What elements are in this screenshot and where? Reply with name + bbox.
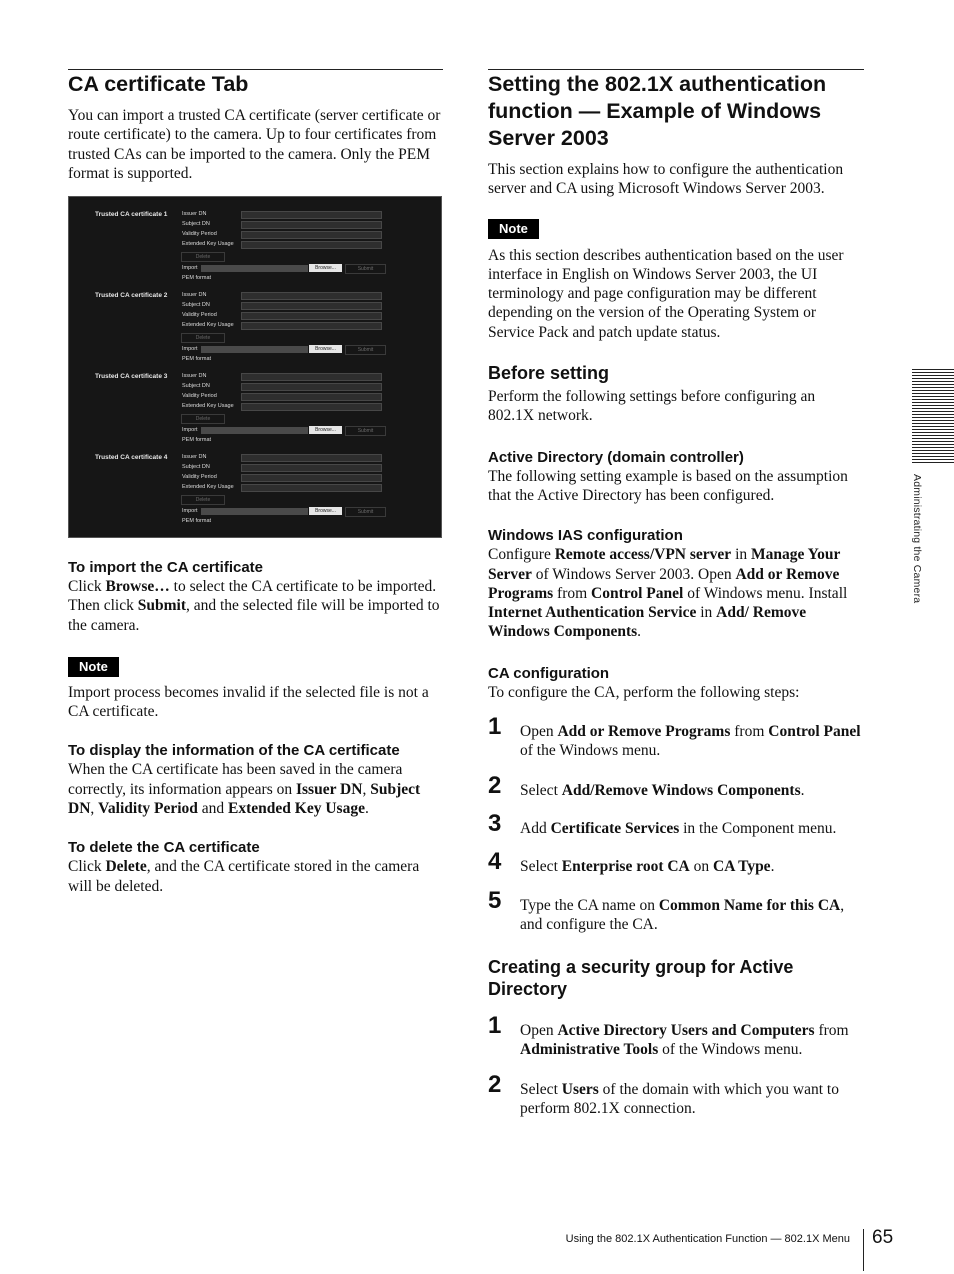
footer-text: Using the 802.1X Authentication Function — 802.1X Menu	[565, 1233, 850, 1245]
issuer-dn-field	[241, 454, 382, 462]
subject-dn-label: Subject DN	[182, 464, 210, 470]
step-number: 5	[488, 886, 502, 914]
issuer-dn-label: Issuer DN	[182, 454, 207, 460]
active-directory-text: The following setting example is based on the assumption that the Active Directory has been configured.	[488, 467, 848, 504]
subject-dn-field	[241, 221, 382, 229]
validity-period-field	[241, 393, 382, 401]
ca-step-2: 2 Select Add/Remove Windows Components.	[488, 771, 805, 799]
extended-key-usage-label: Extended Key Usage	[182, 484, 234, 490]
note-label: Note	[68, 657, 119, 677]
browse-button[interactable]: Browse...	[309, 507, 342, 515]
issuer-dn-label: Issuer DN	[182, 373, 207, 379]
pem-format-label: PEM format	[182, 275, 212, 281]
active-directory-heading: Active Directory (domain controller)	[488, 448, 744, 466]
validity-period-label: Validity Period	[182, 474, 217, 480]
section-title-8021x: Setting the 802.1X authentication function — Example of Windows Server 2003	[488, 72, 827, 150]
delete-button[interactable]: Delete	[181, 252, 225, 262]
display-heading: To display the information of the CA certificate	[68, 742, 400, 760]
trusted-ca-certificate-4	[69, 440, 441, 524]
import-label: Import	[182, 427, 198, 433]
trusted-ca-certificate-1	[69, 197, 441, 281]
issuer-dn-field	[241, 373, 382, 381]
left-column	[68, 69, 443, 183]
before-setting-heading: Before setting	[488, 363, 610, 384]
side-tab-label: Administrating the Camera	[911, 474, 923, 604]
issuer-dn-field	[241, 292, 382, 300]
validity-period-label: Validity Period	[182, 231, 217, 237]
subject-dn-field	[241, 383, 382, 391]
trusted-ca-certificate-2	[69, 278, 441, 362]
cert-title: Trusted CA certificate 4	[95, 454, 168, 461]
validity-period-field	[241, 474, 382, 482]
step-number: 1	[488, 1012, 502, 1040]
side-tab	[908, 474, 928, 624]
section-title-ca-certificate-tab: CA certificate Tab	[68, 72, 249, 96]
delete-button[interactable]: Delete	[181, 414, 225, 424]
trusted-ca-certificate-3	[69, 359, 441, 443]
extended-key-usage-label: Extended Key Usage	[182, 241, 234, 247]
validity-period-field	[241, 312, 382, 320]
ca-step-3: 3 Add Certificate Services in the Component menu.	[488, 809, 837, 837]
import-file-field[interactable]	[201, 427, 308, 434]
ca-step-5: 5 Type the CA name on Common Name for this CA, and configure the CA.	[488, 886, 845, 933]
extended-key-usage-label: Extended Key Usage	[182, 322, 234, 328]
intro-paragraph: This section explains how to configure the authentication server and CA using Microsoft Windows Server 2003.	[488, 161, 844, 198]
submit-button[interactable]: Submit	[345, 345, 386, 355]
import-label: Import	[182, 346, 198, 352]
sg-step-1: 1 Open Active Directory Users and Computers from Administrative Tools of the Windows menu.	[488, 1012, 849, 1059]
windows-ias-heading: Windows IAS configuration	[488, 527, 683, 545]
delete-button[interactable]: Delete	[181, 495, 225, 505]
cert-title: Trusted CA certificate 3	[95, 373, 168, 380]
import-file-field[interactable]	[201, 265, 308, 272]
side-tab-stripes	[912, 369, 954, 463]
submit-button[interactable]: Submit	[345, 426, 386, 436]
right-column	[488, 69, 864, 1118]
windows-ias-text: Configure Remote access/VPN server in Manage Your Server of Windows Server 2003. Open Add or Remove Programs from Control Panel of Windows menu. Install Internet Authentication Service in Add/ Remove Windows Components.	[488, 546, 848, 641]
ca-certificate-screenshot	[68, 196, 442, 538]
issuer-dn-label: Issuer DN	[182, 211, 207, 217]
import-paragraph-2: Then click Submit, and the selected file will be imported to the camera.	[68, 597, 440, 634]
browse-button[interactable]: Browse...	[309, 426, 342, 434]
step-number: 2	[488, 771, 502, 799]
display-paragraph: When the CA certificate has been saved in the camera correctly, its information appears on Issuer DN, Subject DN, Validity Period and Extended Key Usage.	[68, 761, 421, 818]
note-text: As this section describes authentication based on the user interface in English on Windows Server 2003, the UI terminology and page configuration may be different depending on the version of the Operating System or Service Pack and patch update status.	[488, 246, 844, 341]
delete-button[interactable]: Delete	[181, 333, 225, 343]
pem-format-label: PEM format	[182, 518, 212, 524]
step-number: 2	[488, 1070, 502, 1098]
import-label: Import	[182, 508, 198, 514]
step-number: 1	[488, 713, 502, 741]
sg-step-2: 2 Select Users of the domain with which you want to perform 802.1X connection.	[488, 1070, 839, 1118]
footer-divider	[863, 1229, 864, 1271]
subject-dn-label: Subject DN	[182, 221, 210, 227]
delete-heading: To delete the CA certificate	[68, 839, 260, 857]
ca-configuration-heading: CA configuration	[488, 664, 610, 682]
cert-title: Trusted CA certificate 2	[95, 292, 168, 299]
subject-dn-label: Subject DN	[182, 302, 210, 308]
validity-period-label: Validity Period	[182, 393, 217, 399]
import-label: Import	[182, 265, 198, 271]
validity-period-label: Validity Period	[182, 312, 217, 318]
left-column-lower	[68, 558, 443, 896]
browse-button[interactable]: Browse...	[309, 345, 342, 353]
before-setting-text: Perform the following settings before configuring an 802.1X network.	[488, 388, 816, 425]
submit-button[interactable]: Submit	[345, 507, 386, 517]
extended-key-usage-field	[241, 322, 382, 330]
pem-format-label: PEM format	[182, 437, 212, 443]
note-label: Note	[488, 219, 539, 239]
ca-configuration-text: To configure the CA, perform the following steps:	[488, 683, 800, 701]
import-paragraph-1: Click Browse… to select the CA certificate to be imported.	[68, 578, 437, 595]
pem-format-label: PEM format	[182, 356, 212, 362]
ca-step-4: 4 Select Enterprise root CA on CA Type.	[488, 848, 775, 876]
security-group-heading: Creating a security group for Active Directory	[488, 957, 794, 1000]
extended-key-usage-label: Extended Key Usage	[182, 403, 234, 409]
issuer-dn-label: Issuer DN	[182, 292, 207, 298]
step-number: 4	[488, 848, 502, 876]
import-file-field[interactable]	[201, 346, 308, 353]
extended-key-usage-field	[241, 484, 382, 492]
subject-dn-label: Subject DN	[182, 383, 210, 389]
browse-button[interactable]: Browse...	[309, 264, 342, 272]
validity-period-field	[241, 231, 382, 239]
import-heading: To import the CA certificate	[68, 559, 264, 576]
cert-title: Trusted CA certificate 1	[95, 211, 168, 218]
delete-paragraph: Click Delete, and the CA certificate stored in the camera will be deleted.	[68, 858, 420, 895]
intro-paragraph: You can import a trusted CA certificate (server certificate or route certificate) to the camera. Up to four certificates from trusted CAs can be imported to the camera. Only the PEM format is supported.	[68, 107, 441, 182]
step-number: 3	[488, 809, 502, 837]
subject-dn-field	[241, 302, 382, 310]
issuer-dn-field	[241, 211, 382, 219]
note-text: Import process becomes invalid if the selected file is not a CA certificate.	[68, 683, 429, 721]
import-file-field[interactable]	[201, 508, 308, 515]
page-number: 65	[872, 1227, 894, 1248]
ca-step-1: 1 Open Add or Remove Programs from Control Panel of the Windows menu.	[488, 713, 861, 760]
extended-key-usage-field	[241, 403, 382, 411]
extended-key-usage-field	[241, 241, 382, 249]
submit-button[interactable]: Submit	[345, 264, 386, 274]
subject-dn-field	[241, 464, 382, 472]
